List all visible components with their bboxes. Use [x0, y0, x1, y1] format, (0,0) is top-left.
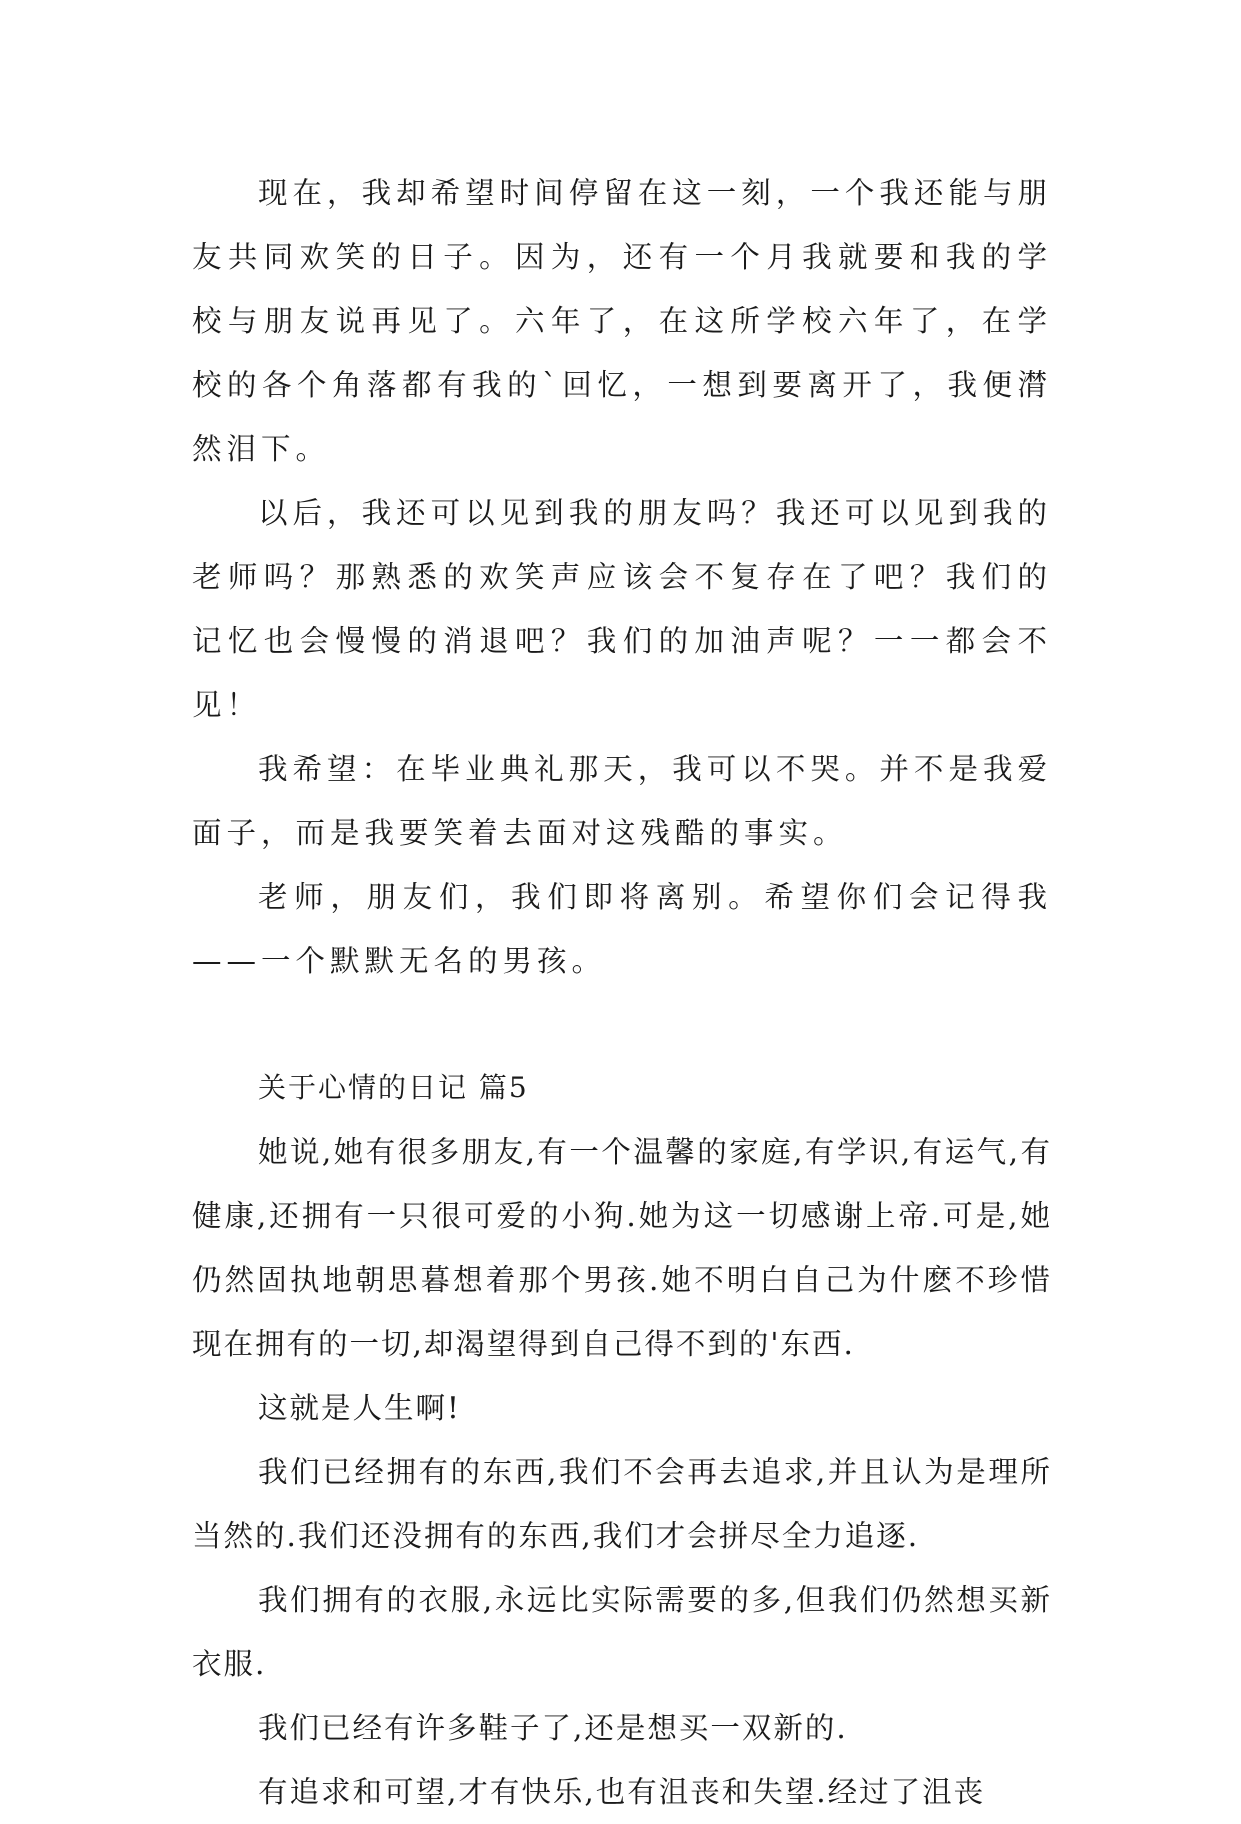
paragraph-7: 我们已经拥有的东西,我们不会再去追求,并且认为是理所当然的.我们还没拥有的东西,我们才会拼尽全力追逐.: [192, 1455, 1052, 1553]
paragraph-4: 老师，朋友们，我们即将离别。希望你们会记得我——一个默默无名的男孩。: [192, 880, 1052, 978]
paragraph-3: 我希望：在毕业典礼那天，我可以不哭。并不是我爱面子，而是我要笑着去面对这残酷的事实。: [192, 752, 1052, 850]
paragraph-1: 现在，我却希望时间停留在这一刻，一个我还能与朋友共同欢笑的日子。因为，还有一个月我就要和我的学校与朋友说再见了。六年了，在这所学校六年了，在学校的各个角落都有我的`回忆，一想到要离开了，我便潸然泪下。: [192, 176, 1052, 466]
paragraph-6: 这就是人生啊!: [258, 1391, 461, 1425]
paragraph-8: 我们拥有的衣服,永远比实际需要的多,但我们仍然想买新衣服.: [192, 1583, 1052, 1681]
paragraph-2: 以后，我还可以见到我的朋友吗？我还可以见到我的老师吗？那熟悉的欢笑声应该会不复存在了吧？我们的记忆也会慢慢的消退吧？我们的加油声呢？一一都会不见！: [192, 496, 1052, 722]
paragraph-9: 我们已经有许多鞋子了,还是想买一双新的.: [258, 1711, 848, 1745]
paragraph-10: 有追求和可望,才有快乐,也有沮丧和失望.经过了沮丧: [258, 1775, 986, 1809]
document-body: [192, 161, 1052, 1824]
section-heading: 关于心情的日记 篇5: [258, 1071, 529, 1104]
paragraph-5: 她说,她有很多朋友,有一个温馨的家庭,有学识,有运气,有健康,还拥有一只很可爱的小狗.她为这一切感谢上帝.可是,她仍然固执地朝思暮想着那个男孩.她不明白自己为什麽不珍惜现在拥有的一切,却渴望得到自己得不到的'东西.: [192, 1135, 1052, 1361]
